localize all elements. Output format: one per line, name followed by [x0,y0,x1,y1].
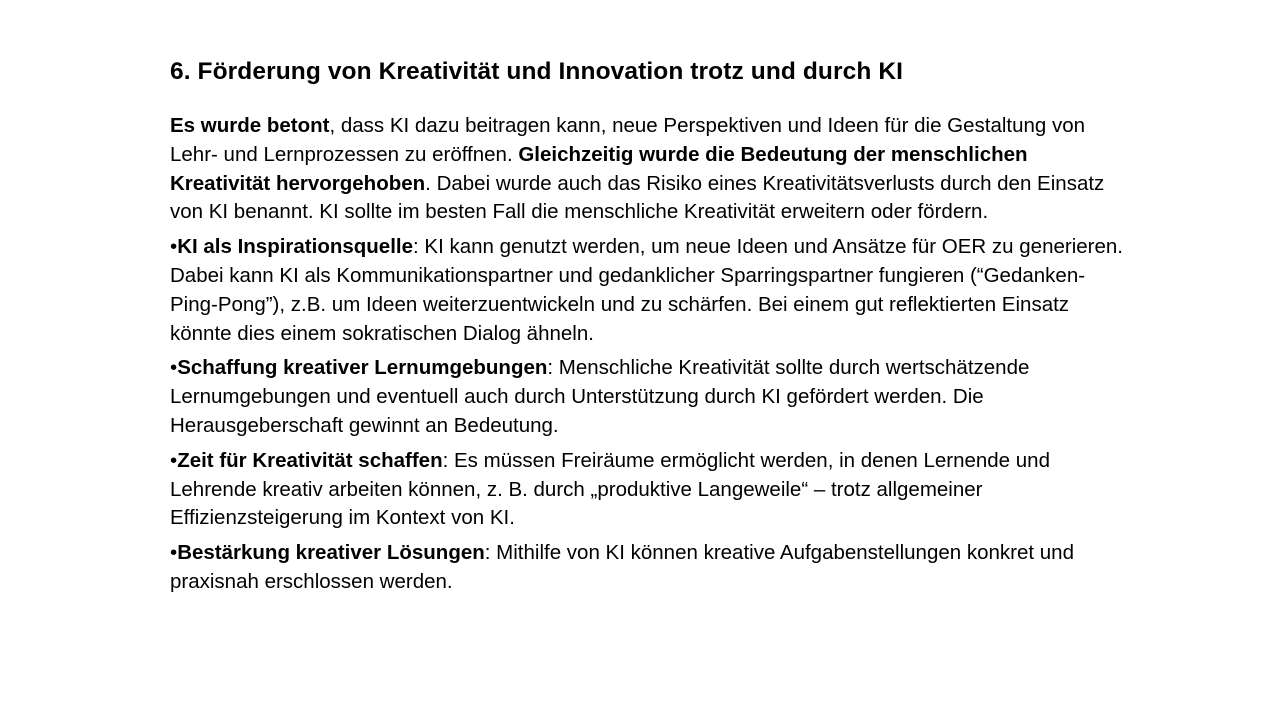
bullet-text: : KI kann genutzt werden, um neue Ideen und Ansätze für OER zu generieren. Dabei kann KI als Kommunikationspartner und gedanklicher Sparringspartner fungieren (“Gedanken-Ping-Pong”), z.B. um Ideen weiterzuentwickeln und zu schärfen. Bei einem gut reflektierten Einsatz könnte dies einem sokratischen Dialog ähneln. [170,235,1123,345]
intro-bold-lead: Es wurde betont [170,114,330,137]
bullet-text: : Mithilfe von KI können kreative Aufgabenstellungen konkret und praxisnah erschlossen werden. [170,541,1074,593]
bullet-heading: KI als Inspirationsquelle [177,235,413,259]
bullet-heading: Schaffung kreativer Lernumgebungen [177,356,548,380]
bullet-text: : Es müssen Freiräume ermöglicht werden, in denen Lernende und Lehrende kreativ arbeiten können, z. B. durch „produktive Langeweile“ – trotz allgemeiner Effizienzsteigerung im Kontext von KI. [170,448,1050,530]
slide-title: 6. Förderung von Kreativität und Innovation trotz und durch KI [170,58,904,85]
bullet-marker: • [170,541,178,565]
bullet-heading: Bestärkung kreativer Lösungen [177,541,485,565]
bullet-item [170,447,1128,533]
intro-paragraph [170,112,1128,227]
intro-bold-emphasis: Gleichzeitig wurde die Bedeutung der menschlichen Kreativität hervorgehoben [170,142,1028,195]
bullet-text: : Menschliche Kreativität sollte durch wertschätzende Lernumgebungen und eventuell auch durch Unterstützung durch KI gefördert werden. Die Herausgeberschaft gewinnt an Bedeutung. [170,356,1030,437]
bullet-item [170,354,1128,440]
bullet-marker: • [170,235,178,259]
bullet-heading: Zeit für Kreativität schaffen [177,448,443,472]
intro-text-1: , dass KI dazu beitragen kann, neue Perspektiven und Ideen für die Gestaltung von Lehr- und Lernprozessen zu eröffnen. [170,114,1086,166]
bullet-item [170,539,1128,597]
intro-text-2: . Dabei wurde auch das Risiko eines Kreativitätsverlusts durch den Einsatz von KI benannt. KI sollte im besten Fall die menschliche Kreativität erweitern oder fördern. [170,171,1105,224]
slide-content [170,56,1128,603]
bullet-marker: • [170,356,178,380]
bullet-marker: • [170,448,178,472]
bullet-item [170,233,1128,348]
